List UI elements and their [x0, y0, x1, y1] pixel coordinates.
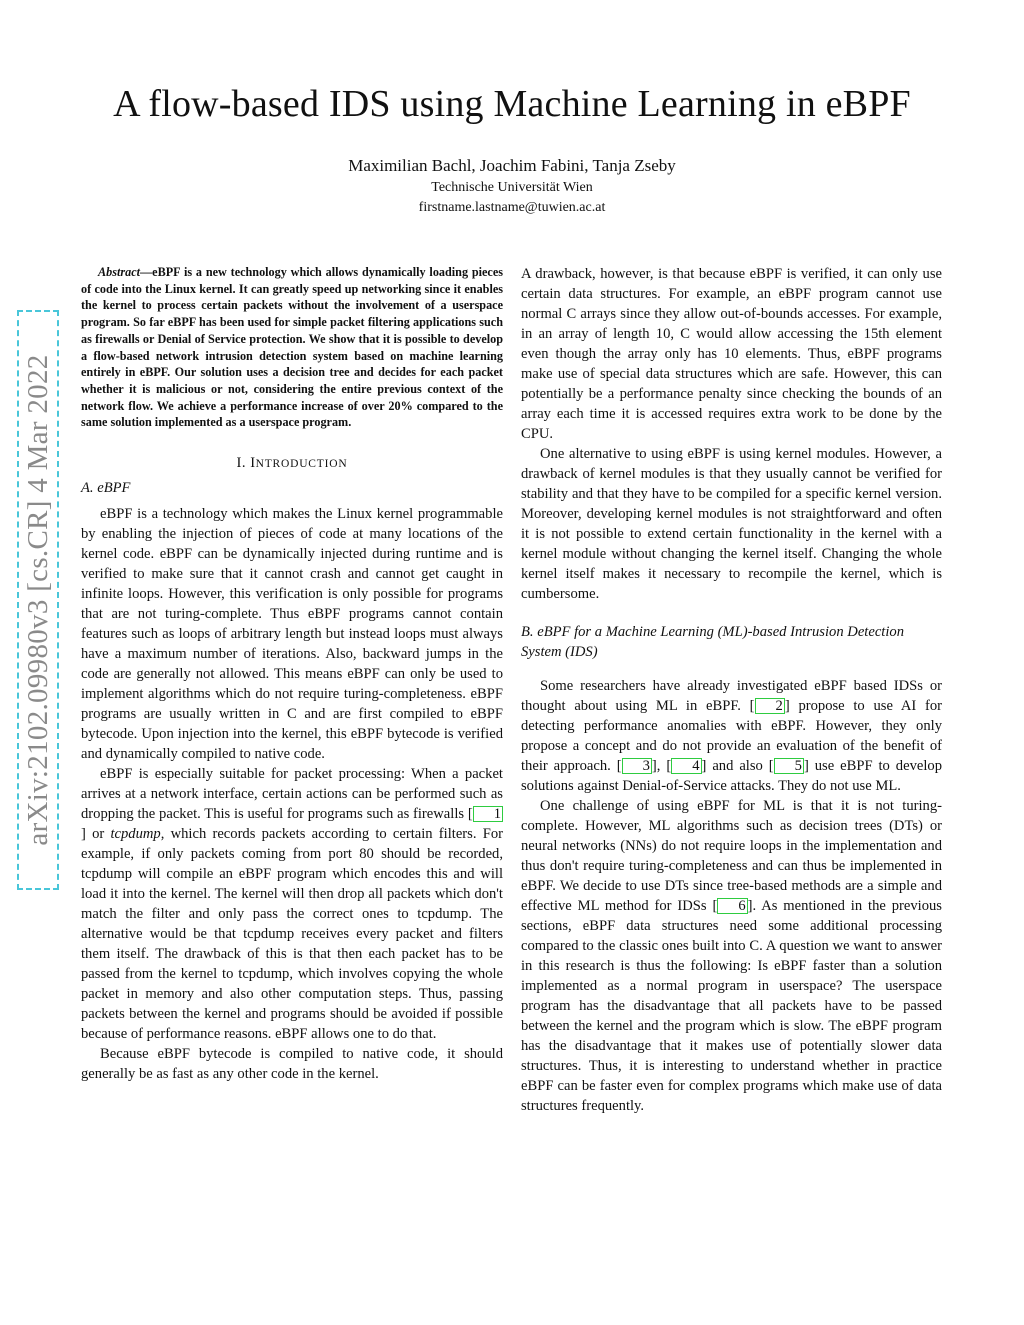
paragraph — [521, 796, 942, 1116]
paragraph: eBPF is a technology which makes the Linux kernel programmable by enabling the injection of pieces of code at many locations of the kernel code. eBPF can be dynamically injected during runtime and is verified to make sure that it cannot crash and cannot get caught in infinite loops. However, this verification is only possible for programs that are not turing-complete. Thus eBPF programs cannot contain features such as loops of arbitrary length but instead loops must always have a maximum number of iterations. Also, backward jumps in the code are generally not allowed. This means eBPF can only be used to implement algorithms which do not require turing-completeness. eBPF programs are usually written in C and are first compiled to eBPF bytecode. Upon injection into the kernel, this eBPF bytecode is verified and dynamically compiled to native code. — [81, 506, 503, 763]
subsection-heading-ml-ids: B. eBPF for a Machine Learning (ML)-based Intrusion Detection System (IDS) — [521, 624, 905, 660]
right-column — [521, 264, 942, 1116]
left-column — [81, 264, 503, 1084]
citation-link-2[interactable]: 2 — [755, 698, 785, 714]
paragraph-text: Some researchers have already investigated eBPF based IDSs or thought about using ML in eBPF. [ — [521, 678, 942, 714]
abstract — [81, 264, 503, 431]
paragraph-text: eBPF is especially suitable for packet processing: When a packet arrives at a network interface, certain actions can be performed such as dropping the packet. This is useful for programs such as firewalls [ — [81, 766, 503, 823]
emphasis-tcpdump: tcpdump — [110, 826, 161, 843]
citation-link-6[interactable]: 6 — [717, 898, 747, 914]
paragraph-text: ] propose to use AI for detecting performance anomalies with eBPF. However, they only propose a concept and do not provide an evaluation of the benefit of their approach. [ — [521, 698, 942, 774]
section-title-rest: NTRODUCTION — [255, 458, 348, 471]
paragraph-text: ], [ — [651, 758, 672, 774]
paragraph-text: ]. As mentioned in the previous sections, eBPF data structures need some additional processing compared to the classic ones built into C. A question we want to answer in this research is thus the following: Is eBPF faster than a solution implemented as a normal program in userspace? The userspace program has the disadvantage that all packets have to be passed between the kernel and the program which is slow. The eBPF program has the disadvantage that it makes use of potentially slower data structures. Thus, it is interesting to understand whether in practice eBPF can be faster even for complex programs which make use of data structures frequently. — [521, 898, 942, 1114]
subsection-heading-ebpf: A. eBPF — [81, 480, 131, 497]
abstract-label: Abstract — [98, 265, 140, 279]
affiliation: Technische Universität Wien — [431, 180, 593, 195]
paragraph: A drawback, however, is that because eBPF is verified, it can only use certain data structures. For example, an eBPF program cannot use normal C arrays since they allow out-of-bounds accesses. For example, in an array of length 10, C would allow accessing the 15th element even though the array only has 10 elements. Thus, eBPF programs make use of special data structures which are safe. However, this can potentially be a performance penalty since checking the bounds of an array each time it is accessed requires extra work to be done by the CPU. — [521, 266, 942, 442]
citation-link-4[interactable]: 4 — [671, 758, 701, 774]
paragraph-text: ] use eBPF to develop solutions against Denial-of-Service attacks. They do not use ML. — [521, 758, 942, 794]
author-list: Maximilian Bachl, Joachim Fabini, Tanja Zseby — [348, 156, 676, 175]
section-heading-introduction — [81, 453, 503, 474]
paragraph: Because eBPF bytecode is compiled to native code, it should generally be as fast as any other code in the kernel. — [81, 1046, 503, 1083]
citation-link-1[interactable]: 1 — [473, 806, 503, 822]
paragraph-text: ] and also [ — [701, 758, 774, 774]
arxiv-identifier-stamp: arXiv:2102.09980v3 [cs.CR] 4 Mar 2022 — [17, 310, 59, 890]
citation-link-5[interactable]: 5 — [774, 758, 804, 774]
section-title-initial: I — [250, 455, 256, 472]
author-email: firstname.lastname@tuwien.ac.at — [418, 200, 606, 215]
paragraph-text: ] or — [81, 826, 111, 843]
paper-title: A flow-based IDS using Machine Learning in eBPF — [113, 83, 911, 125]
paragraph — [521, 676, 942, 796]
paragraph: One alternative to using eBPF is using kernel modules. However, a drawback of kernel modules is that they usually cannot be verified for stability and that they have to be compiled for a specific kernel version. Moreover, developing kernel modules is not straightforward and often it is not possible to extend certain functionality in the kernel with a kernel module without changing the kernel itself. Changing the whole kernel itself makes it necessary to recompile the kernel, which is cumbersome. — [521, 446, 942, 602]
citation-link-3[interactable]: 3 — [622, 758, 652, 774]
paragraph-text: , which records packets according to certain filters. For example, if only packets coming from port 80 should be recorded, tcpdump will compile an eBPF program which encodes this and will load it into the kernel. The kernel will then drop all packets which don't match the filter and only pass the correct ones to tcpdump. The alternative would be that tcpdump receives every packet and filters them itself. The drawback of this is that then each packet has to be passed from the kernel to tcpdump, which involves copying the whole packet in memory and also other computation steps. Thus, passing packets between the kernel and programs should be avoided if possible because of performance reasons. eBPF allows one to do that. — [81, 826, 503, 1043]
section-numeral: I. — [236, 455, 251, 472]
abstract-text: —eBPF is a new technology which allows dynamically loading pieces of code into the Linux kernel. It can greatly speed up networking since it enables the kernel to process certain packets without the involvement of a userspace program. So far eBPF has been used for simple packet filtering applications such as firewalls or Denial of Service protection. We show that it is possible to develop a flow-based network intrusion detection system based on machine learning entirely in eBPF. Our solution uses a decision tree and decides for each packet whether it is malicious or not, considering the entire previous context of the network flow. We achieve a performance increase of over 20% compared to the same solution implemented as a userspace program. — [81, 265, 503, 430]
paragraph-text: One challenge of using eBPF for ML is that it is not turing-complete. However, ML algorithms such as decision trees (DTs) or neural networks (NNs) do not require loops in the implementation and thus don't require turing-completeness and can thus be implemented in eBPF. We decide to use DTs since tree-based methods are a simple and effective ML method for IDSs [ — [521, 798, 942, 914]
paragraph — [81, 764, 503, 1044]
